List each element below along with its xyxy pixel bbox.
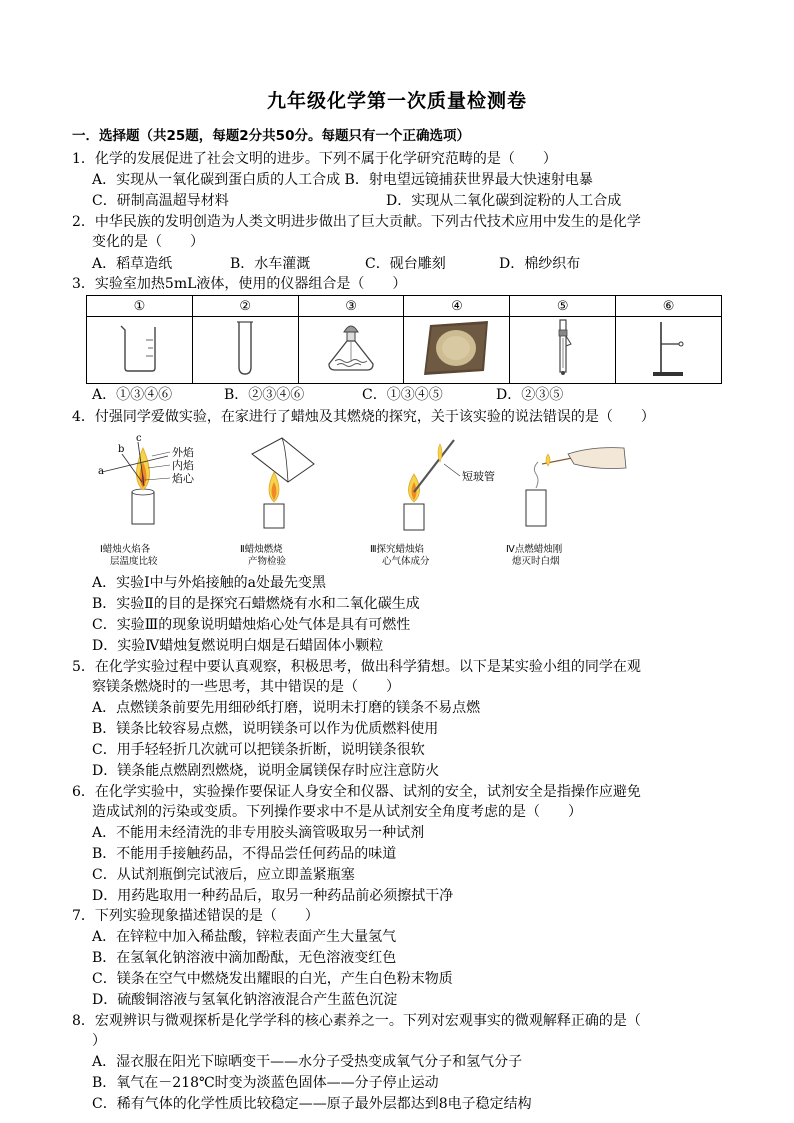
question-2-option-d: D．棉纱织布 bbox=[499, 256, 581, 272]
label-flame-core: 焰心 bbox=[172, 472, 194, 485]
equipment-header-6: ⑥ bbox=[616, 296, 722, 317]
iron-stand-icon bbox=[649, 318, 689, 378]
experiment-1-diagram bbox=[98, 434, 195, 567]
equipment-cell-1 bbox=[87, 317, 193, 384]
experiment-2-diagram bbox=[240, 438, 314, 567]
question-8-option-a: A．湿衣服在阳光下晾晒变干——水分子受热变成氧气分子和氢气分子 bbox=[92, 1054, 523, 1070]
asbestos-mesh-icon bbox=[422, 319, 492, 377]
question-5-stem-cont: 察镁条燃烧时的一些思考，其中错误的是（ ） bbox=[92, 679, 400, 695]
candle-experiments-figure bbox=[92, 434, 632, 568]
test-tube-icon bbox=[235, 319, 255, 377]
question-7-option-c: C．镁条在空气中燃烧发出耀眼的白光，产生白色粉末物质 bbox=[92, 971, 453, 987]
question-4-option-c: C．实验Ⅲ的现象说明蜡烛焰心处气体是具有可燃性 bbox=[92, 617, 411, 633]
equipment-header-5: ⑤ bbox=[510, 296, 616, 317]
caption-2-line1: Ⅱ蜡烛燃烧 bbox=[240, 544, 283, 555]
question-6-option-a: A．不能用未经清洗的非专用胶头滴管吸取另一种试剂 bbox=[92, 825, 425, 841]
caption-3-line2: 心气体成分 bbox=[382, 556, 430, 567]
label-b: b bbox=[118, 444, 125, 455]
question-8-stem: 8．宏观辨识与微观探析是化学学科的核心素养之一。下列对宏观事实的微观解释正确的是（ bbox=[72, 1013, 641, 1029]
question-4-option-d: D．实验Ⅳ蜡烛复燃说明白烟是石蜡固体小颗粒 bbox=[92, 638, 384, 654]
question-2-option-c: C．砚台雕刻 bbox=[365, 256, 446, 272]
question-3-option-b: B．②③④⑥ bbox=[224, 387, 305, 403]
equipment-cell-4 bbox=[404, 317, 510, 384]
question-6-option-d: D．用药匙取用一种药品后，取另一种药品前必须擦拭干净 bbox=[92, 888, 454, 904]
label-a: a bbox=[98, 466, 104, 477]
label-glass-tube: 短玻管 bbox=[462, 470, 495, 483]
question-1-options-ab: A．实现从一氧化碳到蛋白质的人工合成 B．射电望远镜捕获世界最大快速射电暴 bbox=[92, 172, 593, 188]
question-7-option-d: D．硫酸铜溶液与氢氧化钠溶液混合产生蓝色沉淀 bbox=[92, 992, 398, 1008]
equipment-cell-3 bbox=[298, 317, 404, 384]
question-2-stem: 2．中华民族的发明创造为人类文明进步做出了巨大贡献。下列古代技术应用中发生的是化学 bbox=[72, 214, 641, 230]
question-8-option-b: B．氧气在－218℃时变为淡蓝色固体——分子停止运动 bbox=[92, 1075, 439, 1091]
question-3-stem: 3．实验室加热5mL液体，使用的仪器组合是（ ） bbox=[72, 276, 407, 292]
question-6-stem: 6．在化学实验中，实验操作要保证人身安全和仪器、试剂的安全，试剂安全是指操作应避免 bbox=[72, 784, 641, 800]
equipment-cell-5 bbox=[510, 317, 616, 384]
question-7-stem: 7．下列实验现象描述错误的是（ ） bbox=[72, 908, 319, 924]
caption-2-line2: 产物检验 bbox=[248, 556, 287, 567]
question-3-option-c: C．①③④⑤ bbox=[362, 387, 443, 403]
test-tube-holder-icon bbox=[551, 318, 575, 378]
question-8-option-c: C．稀有气体的化学性质比较稳定——原子最外层都达到8电子稳定结构 bbox=[92, 1096, 532, 1112]
question-1-option-c: C．研制高温超导材料 bbox=[92, 193, 229, 209]
question-5-option-b: B．镁条比较容易点燃，说明镁条可以作为优质燃料使用 bbox=[92, 721, 439, 737]
question-2-option-b: B．水车灌溉 bbox=[230, 256, 311, 272]
question-5-option-a: A．点燃镁条前要先用细砂纸打磨，说明未打磨的镁条不易点燃 bbox=[92, 700, 481, 716]
equipment-header-2: ② bbox=[192, 296, 298, 317]
caption-3-line1: Ⅲ探究蜡烛焰 bbox=[370, 544, 425, 555]
question-7-option-b: B．在氢氧化钠溶液中滴加酚酞，无色溶液变红色 bbox=[92, 950, 397, 966]
question-5-option-d: D．镁条能点燃剧烈燃烧，说明金属镁保存时应注意防火 bbox=[92, 763, 440, 779]
question-3-option-a: A．①③④⑥ bbox=[92, 387, 173, 403]
page-title: 九年级化学第一次质量检测卷 bbox=[266, 90, 527, 112]
question-2-stem-cont: 变化的是（ ） bbox=[92, 234, 204, 250]
section-heading: 一．选择题（共25题，每题2分共50分。每题只有一个正确选项） bbox=[72, 128, 470, 144]
question-7-option-a: A．在锌粒中加入稀盐酸，锌粒表面产生大量氢气 bbox=[92, 929, 397, 945]
experiment-3-diagram bbox=[370, 440, 495, 567]
label-inner-flame: 内焰 bbox=[172, 459, 194, 472]
equipment-table bbox=[86, 295, 722, 384]
caption-1-line2: 层温度比较 bbox=[110, 556, 158, 567]
equipment-cell-6 bbox=[616, 317, 722, 384]
question-4-option-a: A．实验Ⅰ中与外焰接触的a处最先变黑 bbox=[92, 575, 326, 591]
question-1-stem: 1．化学的发展促进了社会文明的进步。下列不属于化学研究范畴的是（ ） bbox=[72, 151, 557, 167]
question-1-option-d: D．实现从二氧化碳到淀粉的人工合成 bbox=[386, 193, 622, 209]
question-2-option-a: A．稻草造纸 bbox=[92, 256, 173, 272]
caption-4-line1: Ⅳ点燃蜡烛刚 bbox=[506, 544, 563, 555]
question-8-stem-cont: ） bbox=[92, 1033, 106, 1049]
equipment-header-1: ① bbox=[87, 296, 193, 317]
question-4-stem: 4．付强同学爱做实验，在家进行了蜡烛及其燃烧的探究，关于该实验的说法错误的是（ ） bbox=[72, 409, 655, 425]
label-c: c bbox=[136, 434, 142, 444]
question-6-option-c: C．从试剂瓶倒完试液后，应立即盖紧瓶塞 bbox=[92, 867, 355, 883]
question-5-stem: 5．在化学实验过程中要认真观察，积极思考，做出科学猜想。以下是某实验小组的同学在观 bbox=[72, 659, 641, 675]
experiment-4-diagram bbox=[506, 448, 626, 567]
beaker-icon bbox=[116, 322, 162, 374]
question-5-option-c: C．用手轻轻折几次就可以把镁条折断，说明镁条很软 bbox=[92, 742, 425, 758]
alcohol-lamp-icon bbox=[323, 318, 379, 378]
label-outer-flame: 外焰 bbox=[172, 446, 194, 459]
equipment-header-3: ③ bbox=[298, 296, 404, 317]
question-6-option-b: B．不能用手接触药品，不得品尝任何药品的味道 bbox=[92, 846, 397, 862]
question-4-option-b: B．实验Ⅱ的目的是探究石蜡燃烧有水和二氧化碳生成 bbox=[92, 596, 420, 612]
question-3-option-d: D．②③⑤ bbox=[496, 387, 564, 403]
equipment-cell-2 bbox=[192, 317, 298, 384]
question-6-stem-cont: 造成试剂的污染或变质。下列操作要求中不是从试剂安全角度考虑的是（ ） bbox=[92, 804, 582, 820]
equipment-header-4: ④ bbox=[404, 296, 510, 317]
caption-1-line1: Ⅰ蜡烛火焰各 bbox=[100, 544, 151, 555]
caption-4-line2: 熄灭时白烟 bbox=[512, 556, 560, 567]
